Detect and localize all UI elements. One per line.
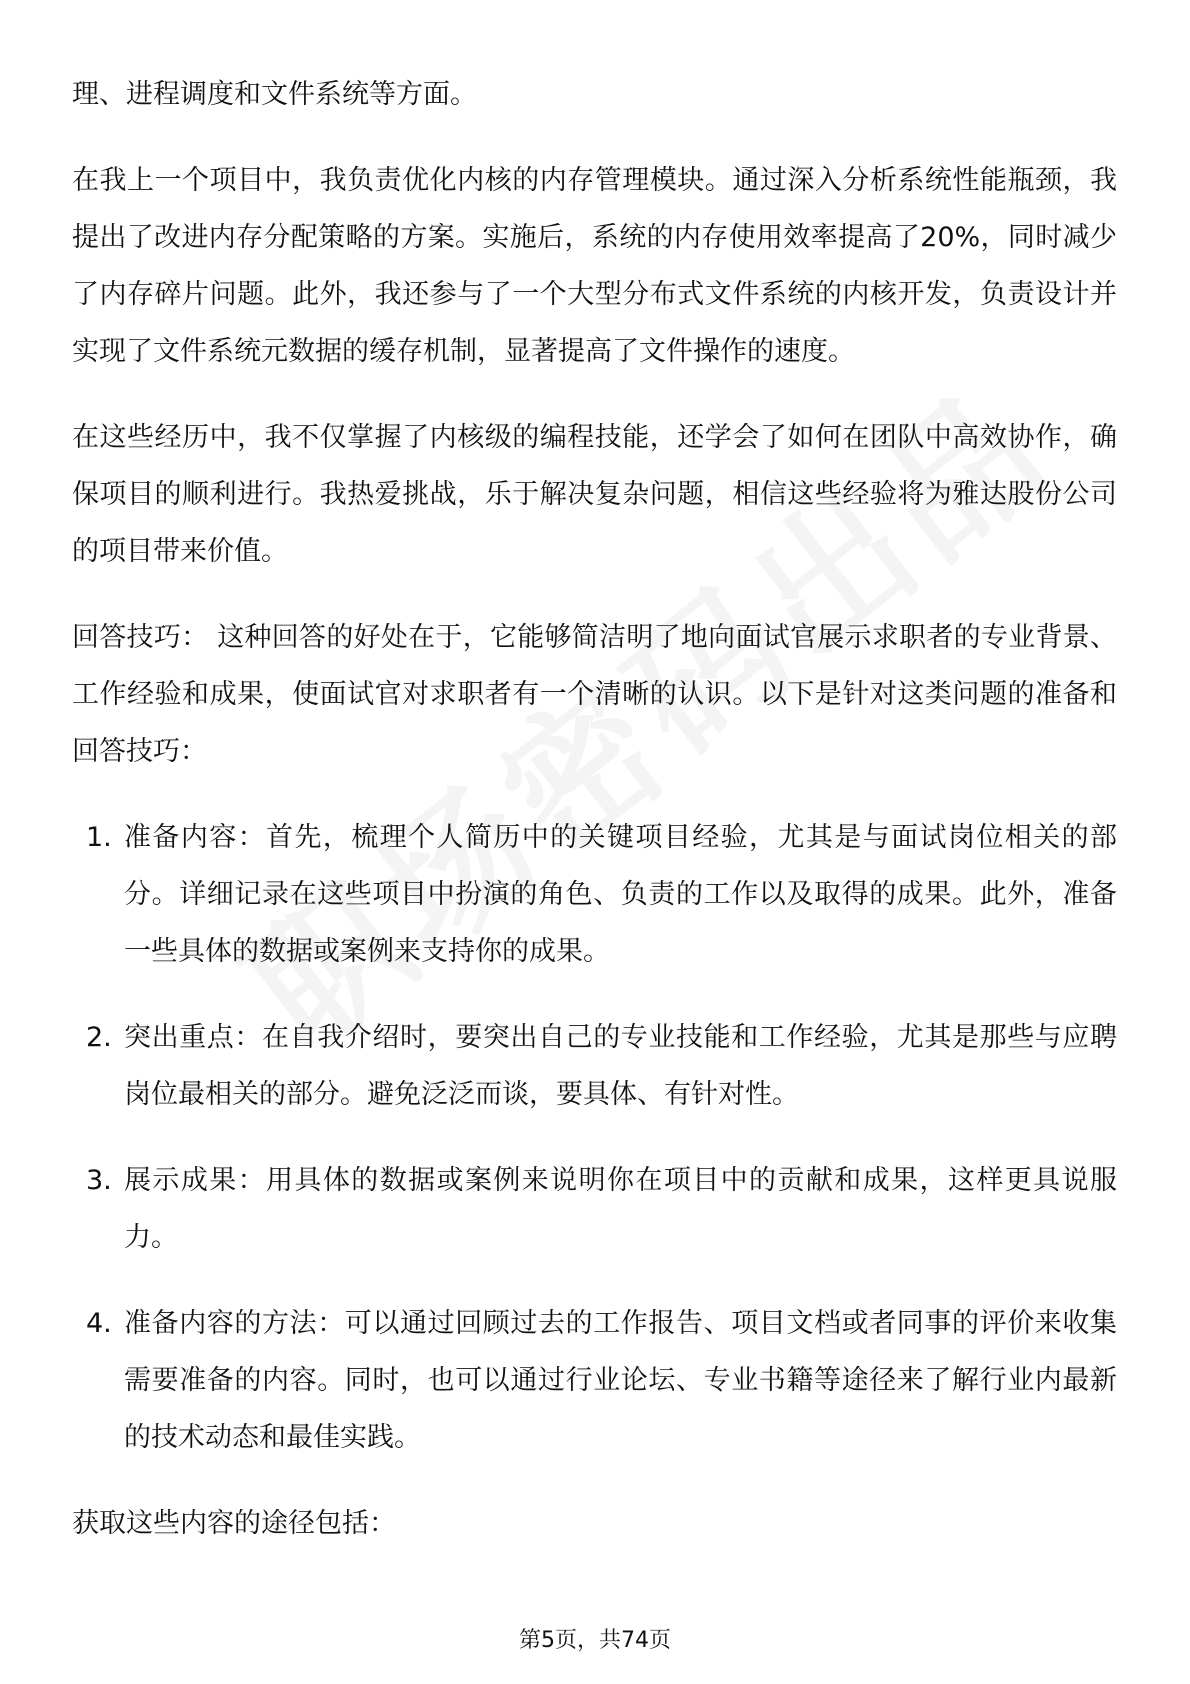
list-item	[72, 1295, 1117, 1466]
list-item-number: 2.	[86, 1022, 112, 1053]
paragraph-project-experience: 在我上一个项目中，我负责优化内核的内存管理模块。通过深入分析系统性能瓶颈，我提出了改进内存分配策略的方案。实施后，系统的内存使用效率提高了20%，同时减少了内存碎片问题。此外，我还参与了一个大型分布式文件系统的内核开发，负责设计并实现了文件系统元数据的缓存机制，显著提高了文件操作的速度。	[72, 165, 1117, 367]
list-item-number: 3.	[86, 1165, 112, 1196]
list-item	[72, 809, 1117, 980]
document-body	[72, 66, 1117, 1581]
list-item-number: 1.	[86, 822, 112, 853]
paragraph-continuation: 理、进程调度和文件系统等方面。	[72, 79, 477, 110]
list-item-text: 突出重点：在自我介绍时，要突出自己的专业技能和工作经验，尤其是那些与应聘岗位最相关的部分。避免泛泛而谈，要具体、有针对性。	[124, 1022, 1117, 1110]
paragraph-experience-summary: 在这些经历中，我不仅掌握了内核级的编程技能，还学会了如何在团队中高效协作，确保项目的顺利进行。我热爱挑战，乐于解决复杂问题，相信这些经验将为雅达股份公司的项目带来价值。	[72, 422, 1117, 567]
list-item	[72, 1152, 1117, 1266]
page-number-footer: 第5页，共74页	[519, 1628, 671, 1653]
list-item-text: 准备内容的方法：可以通过回顾过去的工作报告、项目文档或者同事的评价来收集需要准备的内容。同时，也可以通过行业论坛、专业书籍等途径来了解行业内最新的技术动态和最佳实践。	[124, 1308, 1117, 1453]
tips-list	[72, 809, 1117, 1466]
list-item-text: 准备内容：首先，梳理个人简历中的关键项目经验，尤其是与面试岗位相关的部分。详细记录在这些项目中扮演的角色、负责的工作以及取得的成果。此外，准备一些具体的数据或案例来支持你的成果。	[124, 822, 1117, 967]
list-item-number: 4.	[86, 1308, 112, 1339]
list-item	[72, 1009, 1117, 1123]
paragraph-closing: 获取这些内容的途径包括：	[72, 1508, 396, 1539]
paragraph-answer-tips: 回答技巧： 这种回答的好处在于，它能够简洁明了地向面试官展示求职者的专业背景、工作经验和成果，使面试官对求职者有一个清晰的认识。以下是针对这类问题的准备和回答技巧：	[72, 622, 1117, 767]
list-item-text: 展示成果：用具体的数据或案例来说明你在项目中的贡献和成果，这样更具说服力。	[124, 1165, 1117, 1253]
